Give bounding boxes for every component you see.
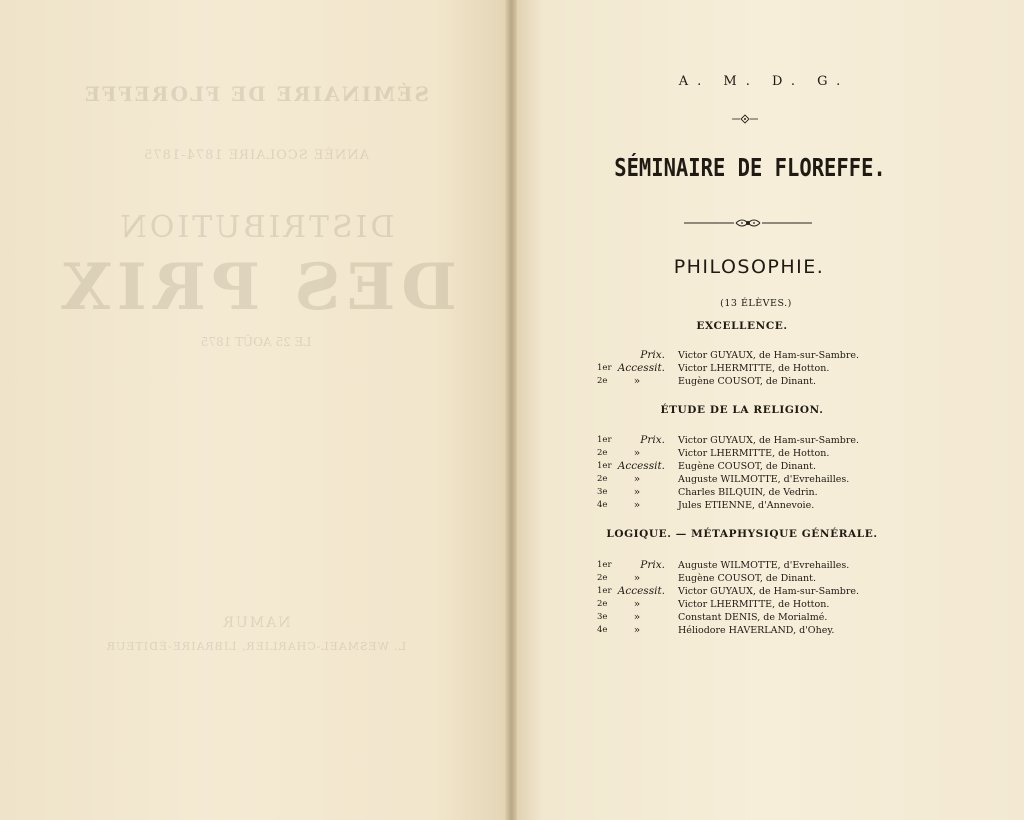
ordinal: 4e [597,500,608,510]
bleed-line: SÉMINAIRE DE FLOREFFE [83,82,429,106]
bleed-line: L. WESMAEL-CHARLIER, LIBRAIRE-ÉDITEUR [105,640,407,653]
student-name: Victor GUYAUX, de Ham-sur-Sambre. [678,586,860,597]
student-count: (13 ÉLÈVES.) [720,298,792,309]
ordinal: 4e [597,625,608,635]
bleed-line: NAMUR [221,615,291,631]
award-label: » [633,572,641,584]
section-heading: ÉTUDE DE LA RELIGION. [660,404,824,416]
bleed-line: ANNÉE SCOLAIRE 1874-1875 [143,148,369,163]
award-label: » [633,611,641,623]
bleed-line: LE 25 AOÛT 1875 [200,335,312,349]
ordinal: 1er [597,586,612,596]
student-name: Auguste WILMOTTE, d'Evrehailles. [678,474,850,485]
section-heading: LOGIQUE. — MÉTAPHYSIQUE GÉNÉRALE. [606,528,878,540]
award-label: Accessit. [617,585,665,597]
award-label: » [633,447,641,459]
award-label: » [633,598,641,610]
award-label: Accessit. [617,460,665,472]
page-title: SÉMINAIRE DE FLOREFFE. [614,153,886,182]
student-name: Victor LHERMITTE, de Hotton. [678,363,830,374]
award-label: » [633,473,641,485]
award-label: Prix. [640,434,665,446]
student-name: Eugène COUSOT, de Dinant. [678,461,816,472]
ordinal: 1er [597,435,612,445]
ordinal: 1er [597,363,612,373]
student-name: Victor GUYAUX, de Ham-sur-Sambre. [678,435,860,446]
student-name: Victor LHERMITTE, de Hotton. [678,448,830,459]
award-label: » [633,486,641,498]
ordinal: 3e [597,612,608,622]
ordinal: 1er [597,560,612,570]
award-label: » [633,624,641,636]
student-name: Victor LHERMITTE, de Hotton. [678,599,830,610]
student-name: Eugène COUSOT, de Dinant. [678,376,816,387]
ordinal: 2e [597,599,608,609]
award-label: Prix. [640,559,665,571]
small-ornament-icon [732,114,758,124]
award-label: Prix. [640,349,665,361]
ordinal: 1er [597,461,612,471]
student-name: Charles BILQUIN, de Vedrin. [678,487,818,498]
student-name: Eugène COUSOT, de Dinant. [678,573,816,584]
student-name: Jules ETIENNE, d'Annevoie. [678,500,815,511]
section-subtitle: PHILOSOPHIE. [673,256,825,278]
award-label: » [633,375,641,387]
bleed-line: DES PRIX [55,250,457,325]
ordinal: 2e [597,474,608,484]
student-name: Auguste WILMOTTE, d'Evrehailles. [678,560,850,571]
ordinal: 2e [597,573,608,583]
right-page-content [512,0,1024,820]
amdg-heading: A. M. D. G. [678,74,850,89]
student-name: Héliodore HAVERLAND, d'Ohey. [678,625,835,636]
student-name: Constant DENIS, de Morialmé. [678,612,828,623]
award-label: Accessit. [617,362,665,374]
divider-ornament-icon [684,216,812,230]
ordinal: 2e [597,376,608,386]
ordinal: 2e [597,448,608,458]
ordinal: 3e [597,487,608,497]
bleed-line: DISTRIBUTION [117,210,395,245]
award-label: » [633,499,641,511]
student-name: Victor GUYAUX, de Ham-sur-Sambre. [678,350,860,361]
section-heading: EXCELLENCE. [696,320,788,332]
